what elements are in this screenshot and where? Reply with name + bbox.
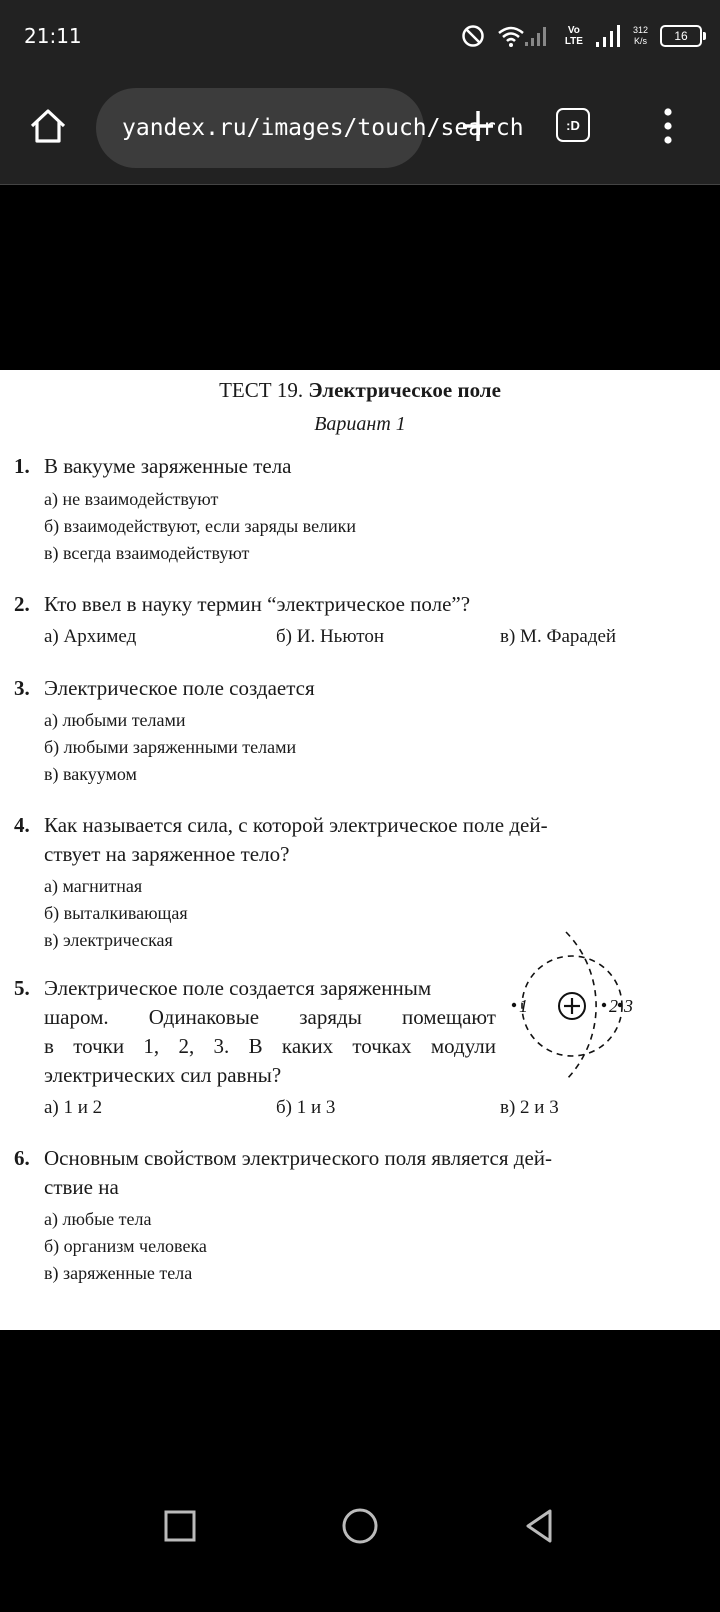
home-circle-icon[interactable]: [340, 1506, 380, 1546]
network-volte-label: Vo: [567, 25, 580, 36]
question-2: [14, 592, 470, 617]
question-6-option-a: а) любые тела: [44, 1209, 152, 1229]
question-text: Электрическое поле создается: [44, 676, 315, 700]
question-text-line-1: Основным свойством электрического поля является дей-: [44, 1146, 553, 1170]
question-1-option-c: в) всегда взаимодействуют: [44, 543, 250, 563]
question-6-option-b: б) организм человека: [44, 1236, 207, 1256]
home-icon[interactable]: [28, 106, 68, 146]
question-6: [14, 1146, 668, 1171]
clock: 21:11: [24, 24, 82, 48]
question-text-line-1: Электрическое поле создается заряженным: [44, 976, 432, 1000]
question-5-option-c: в) 2 и 3: [500, 1097, 559, 1118]
question-4-option-a: а) магнитная: [44, 876, 143, 896]
question-4: [14, 813, 668, 838]
question-number: 3.: [14, 676, 30, 700]
question-3-option-b: б) любыми заряженными телами: [44, 737, 297, 757]
question-5-line-3: в точки 1, 2, 3. В каких точках модули: [44, 1034, 496, 1058]
page-title: [0, 378, 720, 403]
network-type-indicator: [565, 25, 583, 47]
wifi-icon: [497, 24, 553, 48]
browser-toolbar: [0, 72, 720, 185]
variant-label: Вариант 1: [314, 413, 406, 435]
do-not-disturb-icon: [461, 24, 485, 48]
point-1-label: 1: [519, 996, 528, 1016]
point-1-marker: [512, 1003, 516, 1007]
question-number: 6.: [14, 1146, 30, 1170]
question-2-option-c: в) М. Фарадей: [500, 626, 617, 647]
question-number: 2.: [14, 592, 30, 616]
question-5-line-4: электрических сил равны?: [44, 1063, 282, 1087]
battery-level: 16: [674, 29, 688, 43]
question-1-option-b: б) взаимодействуют, если заряды велики: [44, 516, 357, 536]
question-6-option-c: в) заряженные тела: [44, 1263, 193, 1283]
system-icons: [461, 18, 702, 54]
question-6-line-2: ствие на: [44, 1175, 119, 1199]
question-3-option-c: в) вакуумом: [44, 764, 137, 784]
system-navigation-bar: [0, 1330, 720, 1612]
more-menu-icon[interactable]: [660, 106, 676, 146]
question-number: 5.: [14, 976, 30, 1000]
network-lte-label: LTE: [564, 36, 583, 47]
question-5-line-2: шаром. Одинаковые заряды помещают: [44, 1005, 496, 1029]
question-5-option-a: а) 1 и 2: [44, 1097, 103, 1118]
status-bar: [0, 0, 720, 72]
battery-icon: [660, 25, 702, 47]
point-3-label: 3: [624, 996, 633, 1016]
question-2-option-b: б) И. Ньютон: [276, 626, 385, 647]
point-2-marker: [602, 1003, 606, 1007]
question-1-option-a: а) не взаимодействуют: [44, 489, 219, 509]
question-4-line-2: ствует на заряженное тело?: [44, 842, 290, 866]
question-1: [14, 454, 292, 479]
question-text: В вакууме заряженные тела: [44, 454, 292, 478]
signal-strength-icon: [595, 25, 621, 47]
question-text-line-1: Как называется сила, с которой электрическое поле дей-: [44, 813, 548, 837]
question-4-option-b: б) выталкивающая: [44, 903, 188, 923]
tab-counter: :D: [566, 117, 580, 133]
title-main: Электрическое поле: [308, 378, 501, 402]
charged-sphere-diagram: [516, 950, 676, 1110]
question-text: Кто ввел в науку термин “электрическое поле”?: [44, 592, 471, 616]
address-bar[interactable]: [96, 88, 524, 168]
network-speed: [633, 25, 648, 47]
question-2-option-a: а) Архимед: [44, 626, 137, 647]
recent-apps-icon[interactable]: [160, 1506, 200, 1546]
question-number: 4.: [14, 813, 30, 837]
test-page-image: [0, 370, 720, 1330]
question-number: 1.: [14, 454, 30, 478]
question-3-option-a: а) любыми телами: [44, 710, 186, 730]
question-4-option-c: в) электрическая: [44, 930, 173, 950]
tab-switcher-button[interactable]: [556, 108, 590, 142]
question-5: [14, 976, 431, 1001]
network-speed-unit: K/s: [633, 36, 647, 46]
url-text[interactable]: yandex.ru/images/touch/search: [122, 115, 524, 141]
question-5-option-b: б) 1 и 3: [276, 1097, 336, 1118]
back-icon[interactable]: [520, 1506, 560, 1546]
network-speed-value: 312: [632, 25, 648, 35]
point-3-marker: [618, 1003, 622, 1007]
question-3: [14, 676, 315, 701]
point-2-label: 2: [609, 996, 618, 1016]
title-prefix: ТЕСТ 19.: [219, 378, 304, 402]
plus-icon[interactable]: [458, 106, 498, 146]
